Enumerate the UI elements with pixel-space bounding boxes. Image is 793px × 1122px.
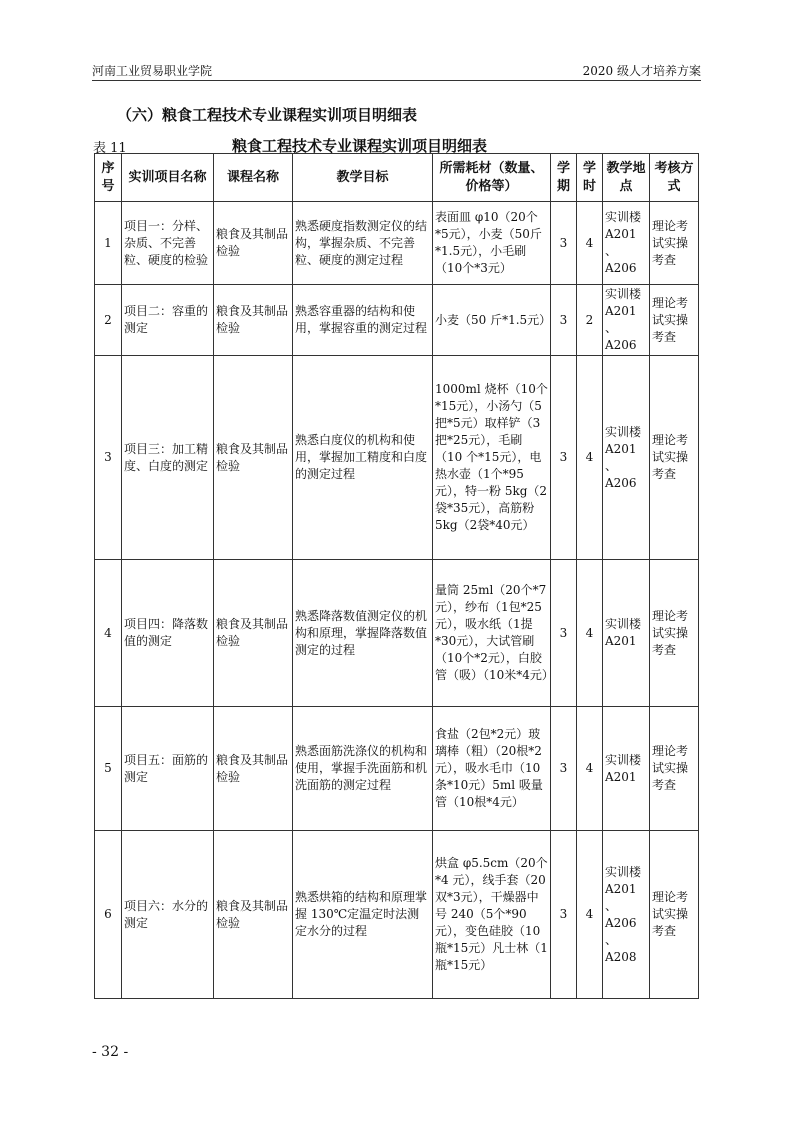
row-term: 3 [551,707,577,831]
row-term: 3 [551,285,577,356]
table-header-row [95,154,699,202]
row-place: 实训楼A201、A206 [603,356,650,560]
row-term: 3 [551,831,577,999]
row-place: 实训楼A201、A206、A208 [603,831,650,999]
row-place: 实训楼A201 [603,707,650,831]
row-goal: 熟悉容重器的结构和使用，掌握容重的测定过程 [293,285,433,356]
row-materials: 表面皿 φ10（20个*5元），小麦（50斤*1.5元），小毛刷（10个*3元） [433,202,551,285]
col-header-place: 教学地点 [603,154,650,202]
table-number: 表 11 [93,141,127,156]
row-course: 粮食及其制品检验 [214,560,293,707]
row-project-name: 项目二：容重的测定 [122,285,214,356]
col-header-hours: 学时 [577,154,603,202]
row-assess: 理论考试实操考查 [650,707,699,831]
row-no: 1 [95,202,122,285]
row-assess: 理论考试实操考查 [650,285,699,356]
row-course: 粮食及其制品检验 [214,202,293,285]
header-doc-title: 2020 级人才培养方案 [582,64,701,78]
table-row [95,831,699,999]
table-row [95,707,699,831]
header-school-name: 河南工业贸易职业学院 [92,64,213,78]
table-title: 粮食工程技术专业课程实训项目明细表 [232,137,488,155]
row-project-name: 项目四：降落数值的测定 [122,560,214,707]
row-course: 粮食及其制品检验 [214,831,293,999]
row-hours: 4 [577,202,603,285]
row-goal: 熟悉面筋洗涤仪的机构和使用，掌握手洗面筋和机洗面筋的测定过程 [293,707,433,831]
col-header-goal: 教学目标 [293,154,433,202]
row-goal: 熟悉烘箱的结构和原理掌握 130℃定温定时法测定水分的过程 [293,831,433,999]
row-term: 3 [551,560,577,707]
row-hours: 4 [577,356,603,560]
header-divider [92,80,701,81]
table-row [95,285,699,356]
row-hours: 4 [577,831,603,999]
row-term: 3 [551,356,577,560]
row-assess: 理论考试实操考查 [650,202,699,285]
section-title: （六）粮食工程技术专业课程实训项目明细表 [117,106,418,124]
col-header-course: 课程名称 [214,154,293,202]
col-header-no: 序号 [95,154,122,202]
row-assess: 理论考试实操考查 [650,831,699,999]
row-no: 4 [95,560,122,707]
training-projects-table [94,153,699,999]
row-course: 粮食及其制品检验 [214,707,293,831]
row-no: 3 [95,356,122,560]
row-no: 2 [95,285,122,356]
row-project-name: 项目六：水分的测定 [122,831,214,999]
col-header-project: 实训项目名称 [122,154,214,202]
row-materials: 小麦（50 斤*1.5元） [433,285,551,356]
col-header-assess: 考核方式 [650,154,699,202]
row-materials: 烘盒 φ5.5cm（20个*4 元），线手套（20双*3元），干燥器中号 240（5个*90元），变色硅胶（10瓶*15元）凡士林（1 瓶*15元） [433,831,551,999]
table-row [95,202,699,285]
row-goal: 熟悉白度仪的机构和使用，掌握加工精度和白度的测定过程 [293,356,433,560]
row-materials: 1000ml 烧杯（10个*15元），小汤勺（5把*5元）取样铲（3 把*25元），毛刷（10 个*15元），电热水壶（1个*95元），特一粉 5kg（2袋*35元），高筋粉 5kg（2袋*40元） [433,356,551,560]
row-goal: 熟悉降落数值测定仪的机构和原理，掌握降落数值测定的过程 [293,560,433,707]
col-header-materials: 所需耗材（数量、价格等） [433,154,551,202]
row-place: 实训楼A201 [603,560,650,707]
col-header-term: 学期 [551,154,577,202]
row-project-name: 项目三：加工精度、白度的测定 [122,356,214,560]
row-no: 5 [95,707,122,831]
row-hours: 2 [577,285,603,356]
row-materials: 量筒 25ml（20个*7元），纱布（1包*25元），吸水纸（1提*30元），大试管刷（10个*2元），白胶管（吸）（10米*4元） [433,560,551,707]
row-course: 粮食及其制品检验 [214,356,293,560]
page-number: - 32 - [92,1044,129,1060]
row-hours: 4 [577,560,603,707]
table-row [95,560,699,707]
row-no: 6 [95,831,122,999]
row-term: 3 [551,202,577,285]
row-place: 实训楼A201、A206 [603,202,650,285]
row-place: 实训楼A201、A206 [603,285,650,356]
row-materials: 食盐（2包*2元）玻璃棒（粗）（20根*2元），吸水毛巾（10条*10元）5ml 吸量管（10根*4元） [433,707,551,831]
row-project-name: 项目五：面筋的测定 [122,707,214,831]
row-hours: 4 [577,707,603,831]
row-assess: 理论考试实操考查 [650,356,699,560]
row-assess: 理论考试实操考查 [650,560,699,707]
row-goal: 熟悉硬度指数测定仪的结构，掌握杂质、不完善粒、硬度的测定过程 [293,202,433,285]
row-course: 粮食及其制品检验 [214,285,293,356]
table-row [95,356,699,560]
row-project-name: 项目一：分样、杂质、不完善粒、硬度的检验 [122,202,214,285]
